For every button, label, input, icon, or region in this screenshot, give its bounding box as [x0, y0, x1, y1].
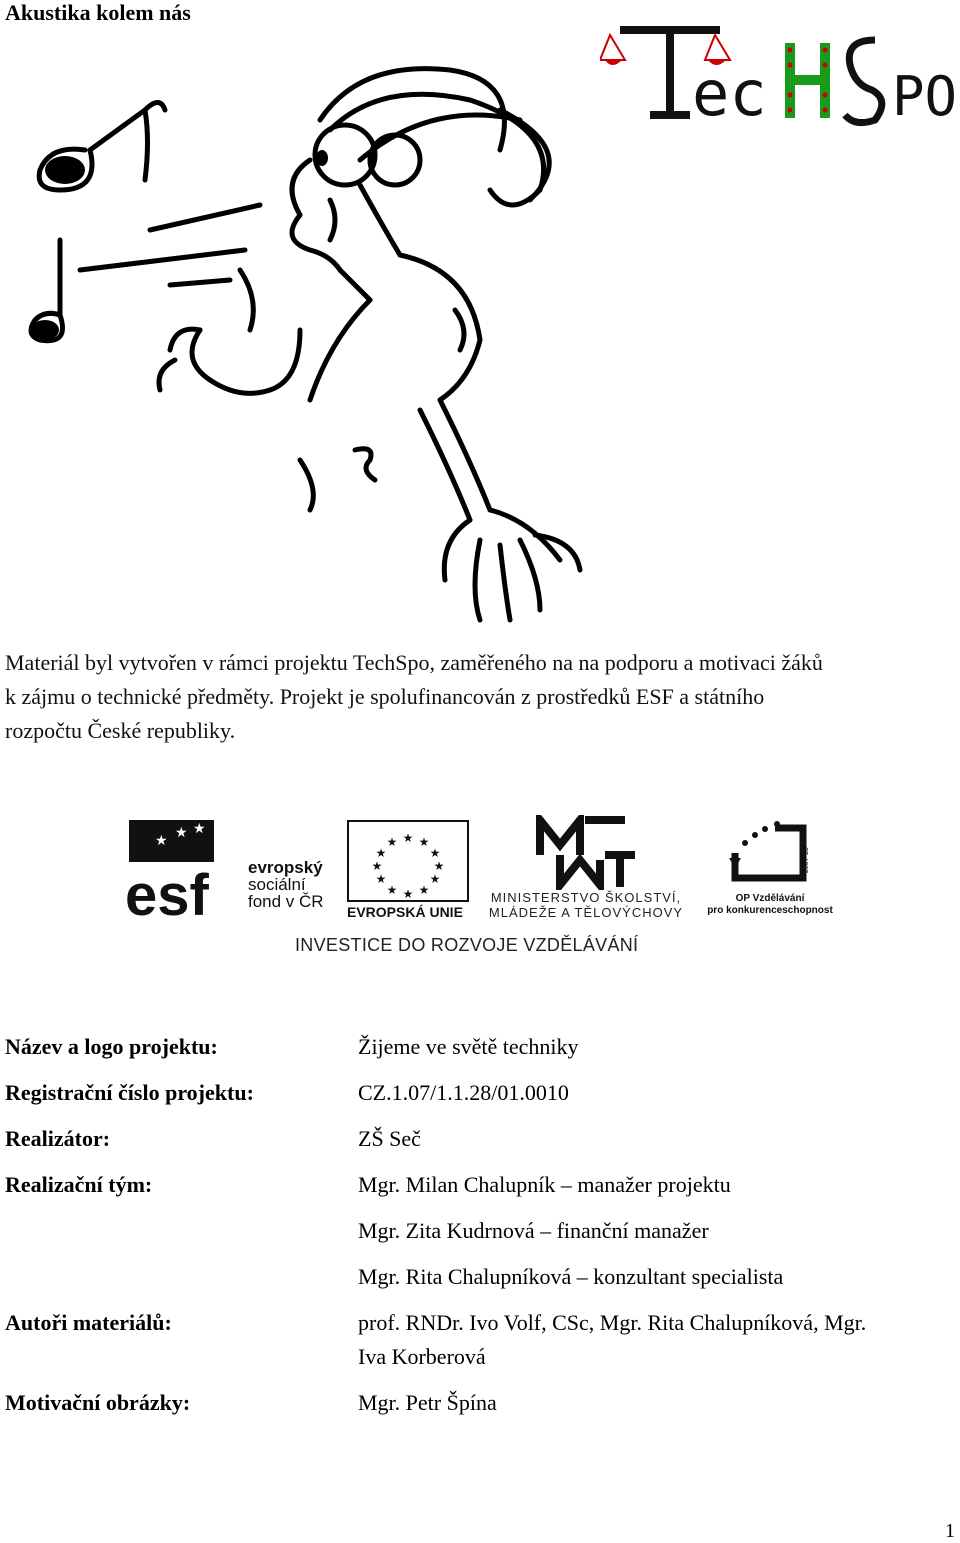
investment-banner: INVESTICE DO ROZVOJE VZDĚLÁVÁNÍ — [295, 935, 639, 955]
team-label: Realizační tým: — [5, 1172, 153, 1197]
svg-text:★: ★ — [371, 859, 383, 873]
esf-label: evropský — [248, 858, 323, 877]
logo-text-po: PO — [892, 65, 958, 128]
svg-text:★: ★ — [386, 883, 398, 897]
authors-label: Autoři materiálů: — [5, 1310, 172, 1335]
svg-text:★: ★ — [375, 846, 387, 860]
esf-text — [248, 859, 324, 910]
eu-flag-icon — [347, 820, 469, 902]
svg-text:★: ★ — [386, 835, 398, 849]
svg-text:★: ★ — [418, 883, 430, 897]
eu-label: EVROPSKÁ UNIE — [347, 904, 463, 920]
esf-wordmark: esf — [125, 863, 209, 920]
page-number: 1 — [945, 1520, 955, 1542]
project-name-label: Název a logo projektu: — [5, 1034, 218, 1059]
team-member: Mgr. Zita Kudrnová – finanční manažer — [358, 1218, 709, 1243]
op-label: pro konkurenceschopnost — [707, 905, 833, 916]
op-label: OP Vzdělávání — [735, 893, 805, 904]
team-member: Mgr. Rita Chalupníková – konzultant specialista — [358, 1264, 784, 1289]
op-years: 2007-13 — [803, 847, 810, 873]
svg-text:★: ★ — [375, 872, 387, 886]
msmt-logo — [530, 815, 640, 890]
op-text — [700, 893, 840, 917]
msmt-text — [480, 890, 692, 920]
intro-line: Materiál byl vytvořen v rámci projektu TechSpo, zaměřeného na na podporu a motivaci žáků — [5, 650, 823, 675]
project-name-value: Žijeme ve světě techniky — [358, 1034, 579, 1059]
svg-text:★: ★ — [193, 821, 206, 837]
esf-label: sociální — [248, 875, 306, 894]
intro-line: rozpočtu České republiky. — [5, 718, 236, 743]
svg-text:★: ★ — [433, 859, 445, 873]
intro-line: k zájmu o technické předměty. Projekt je spolufinancován z prostředků ESF a státního — [5, 684, 765, 709]
authors-value: prof. RNDr. Ivo Volf, CSc, Mgr. Rita Chalupníková, Mgr. — [358, 1310, 867, 1335]
svg-text:★: ★ — [402, 831, 414, 845]
esf-logo — [125, 815, 245, 920]
svg-text:★: ★ — [418, 835, 430, 849]
svg-text:★: ★ — [429, 846, 441, 860]
techspo-logo — [600, 15, 960, 130]
intro-paragraph — [5, 646, 960, 748]
svg-text:★: ★ — [429, 872, 441, 886]
realizer-label: Realizátor: — [5, 1126, 111, 1151]
cartoon-illustration — [0, 40, 600, 630]
registration-value: CZ.1.07/1.1.28/01.0010 — [358, 1080, 569, 1105]
op-logo — [725, 818, 815, 890]
svg-text:★: ★ — [402, 887, 414, 901]
logo-text-ec: ec — [692, 57, 767, 130]
team-member: Mgr. Milan Chalupník – manažer projektu — [358, 1172, 731, 1197]
esf-label: fond v ČR — [248, 892, 324, 911]
authors-value: Iva Korberová — [358, 1344, 486, 1369]
pictures-value: Mgr. Petr Špína — [358, 1390, 497, 1415]
realizer-value: ZŠ Seč — [358, 1126, 421, 1151]
registration-label: Registrační číslo projektu: — [5, 1080, 254, 1105]
partner-logos — [125, 815, 840, 965]
document-title: Akustika kolem nás — [5, 0, 191, 25]
svg-text:★: ★ — [175, 825, 188, 841]
msmt-label: MINISTERSTVO ŠKOLSTVÍ, — [490, 890, 682, 905]
svg-text:★: ★ — [155, 833, 168, 849]
pictures-label: Motivační obrázky: — [5, 1390, 191, 1415]
msmt-label: MLÁDEŽE A TĚLOVÝCHOVY — [488, 905, 684, 920]
